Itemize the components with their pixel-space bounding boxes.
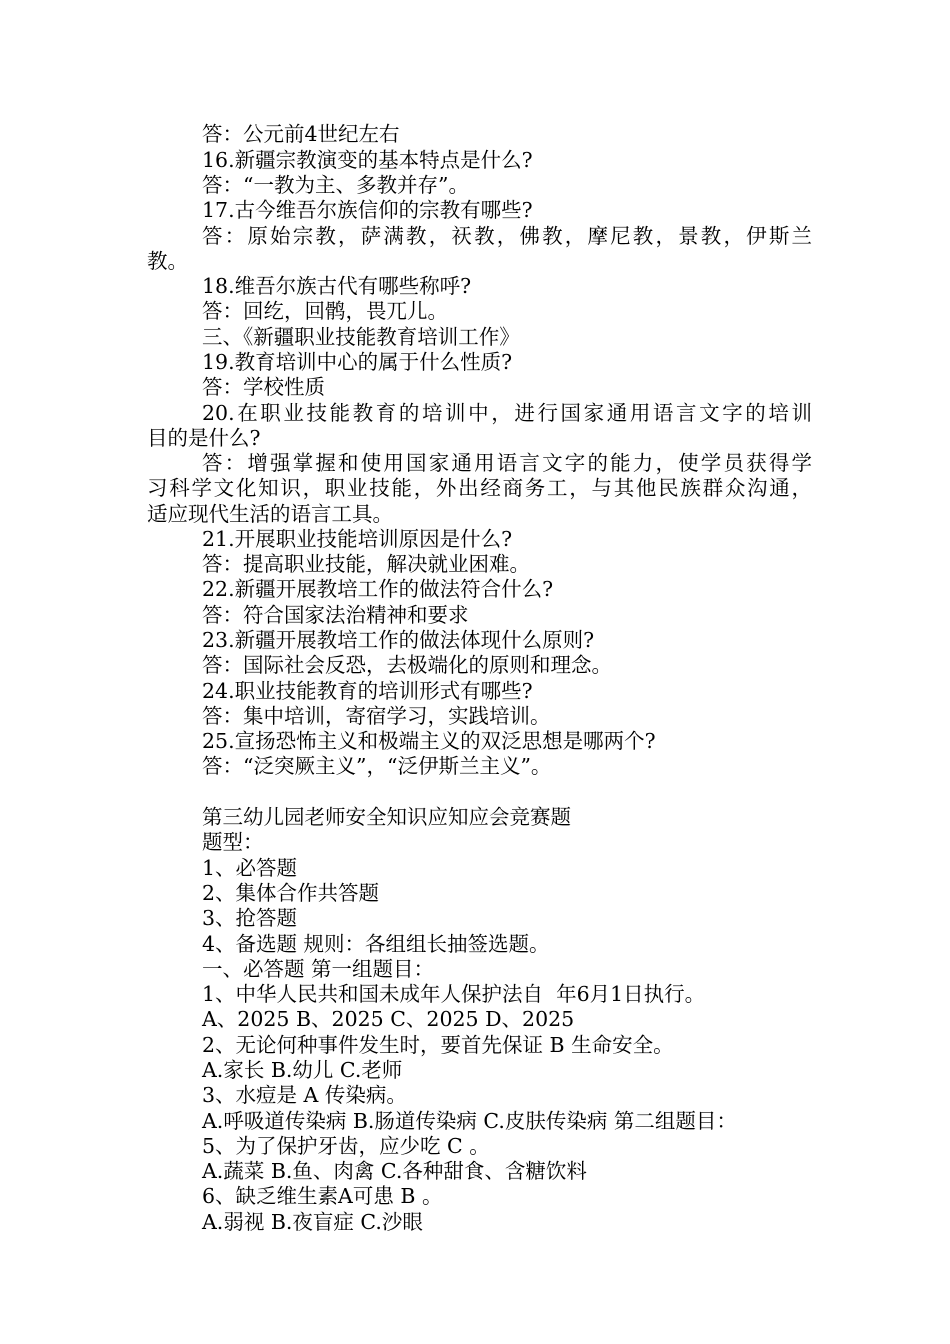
- text-line: A.蔬菜 B.鱼、肉禽 C.各种甜食、含糖饮料: [202, 1159, 587, 1183]
- text-line: 25.宣扬恐怖主义和极端主义的双泛思想是哪两个?: [202, 729, 656, 753]
- text-line: 17.古今维吾尔族信仰的宗教有哪些?: [202, 198, 533, 222]
- text-line: 答：回纥，回鹘，畏兀儿。: [202, 299, 448, 323]
- text-line: 1、中华人民共和国未成年人保护法自 年6月1日执行。: [202, 982, 706, 1006]
- text-line: 22.新疆开展教培工作的做法符合什么?: [202, 577, 554, 601]
- text-line: 1、必答题: [202, 856, 298, 880]
- text-line: 18.维吾尔族古代有哪些称呼?: [202, 274, 472, 298]
- text-line: 习科学文化知识，职业技能，外出经商务工，与其他民族群众沟通，: [147, 476, 812, 500]
- text-line: 19.教育培训中心的属于什么性质?: [202, 350, 513, 374]
- text-line: 24.职业技能教育的培训形式有哪些?: [202, 679, 533, 703]
- text-line: 2、集体合作共答题: [202, 881, 380, 905]
- text-line: 答：增强掌握和使用国家通用语言文字的能力，使学员获得学: [202, 451, 812, 475]
- text-line: 16.新疆宗教演变的基本特点是什么?: [202, 148, 533, 172]
- text-line: 答：学校性质: [202, 375, 325, 399]
- text-line: A.弱视 B.夜盲症 C.沙眼: [202, 1210, 423, 1234]
- text-line: 适应现代生活的语言工具。: [147, 502, 393, 526]
- text-line: 答：公元前4世纪左右: [202, 122, 400, 146]
- text-line: 答：“一教为主、多教并存”。: [202, 173, 469, 197]
- text-line: 4、备选题 规则：各组组长抽签选题。: [202, 932, 550, 956]
- text-line: 5、为了保护牙齿，应少吃 C 。: [202, 1134, 490, 1158]
- text-line: 目的是什么?: [147, 426, 261, 450]
- text-line: A、2025 B、2025 C、2025 D、2025: [202, 1007, 575, 1031]
- text-line: 2、无论何种事件发生时，要首先保证 B 生命安全。: [202, 1033, 674, 1057]
- text-line: A.呼吸道传染病 B.肠道传染病 C.皮肤传染病 第二组题目：: [202, 1109, 737, 1133]
- document-title: 第三幼儿园老师安全知识应知应会竞赛题: [202, 805, 571, 829]
- text-line: 6、缺乏维生素A可患 B 。: [202, 1184, 443, 1208]
- text-line: 答：“泛突厥主义”，“泛伊斯兰主义”。: [202, 754, 552, 778]
- text-line: 20.在职业技能教育的培训中，进行国家通用语言文字的培训: [202, 401, 812, 425]
- text-line: 教。: [147, 249, 188, 273]
- text-line: 题型：: [202, 830, 264, 854]
- text-line: 3、抢答题: [202, 906, 298, 930]
- text-line: 答：符合国家法治精神和要求: [202, 603, 469, 627]
- text-line: 21.开展职业技能培训原因是什么?: [202, 527, 513, 551]
- text-line: 答：原始宗教，萨满教，祆教，佛教，摩尼教，景教，伊斯兰: [202, 224, 812, 248]
- text-line: 一、必答题 第一组题目：: [202, 957, 435, 981]
- text-line: 23.新疆开展教培工作的做法体现什么原则?: [202, 628, 595, 652]
- text-line: 3、水痘是 A 传染病。: [202, 1083, 407, 1107]
- text-line: 答：集中培训，寄宿学习，实践培训。: [202, 704, 551, 728]
- text-line: 答：国际社会反恐，去极端化的原则和理念。: [202, 653, 612, 677]
- text-line: 答：提高职业技能，解决就业困难。: [202, 552, 530, 576]
- text-line: A.家长 B.幼儿 C.老师: [202, 1058, 403, 1082]
- section-heading: 三、《新疆职业技能教育培训工作》: [202, 325, 520, 349]
